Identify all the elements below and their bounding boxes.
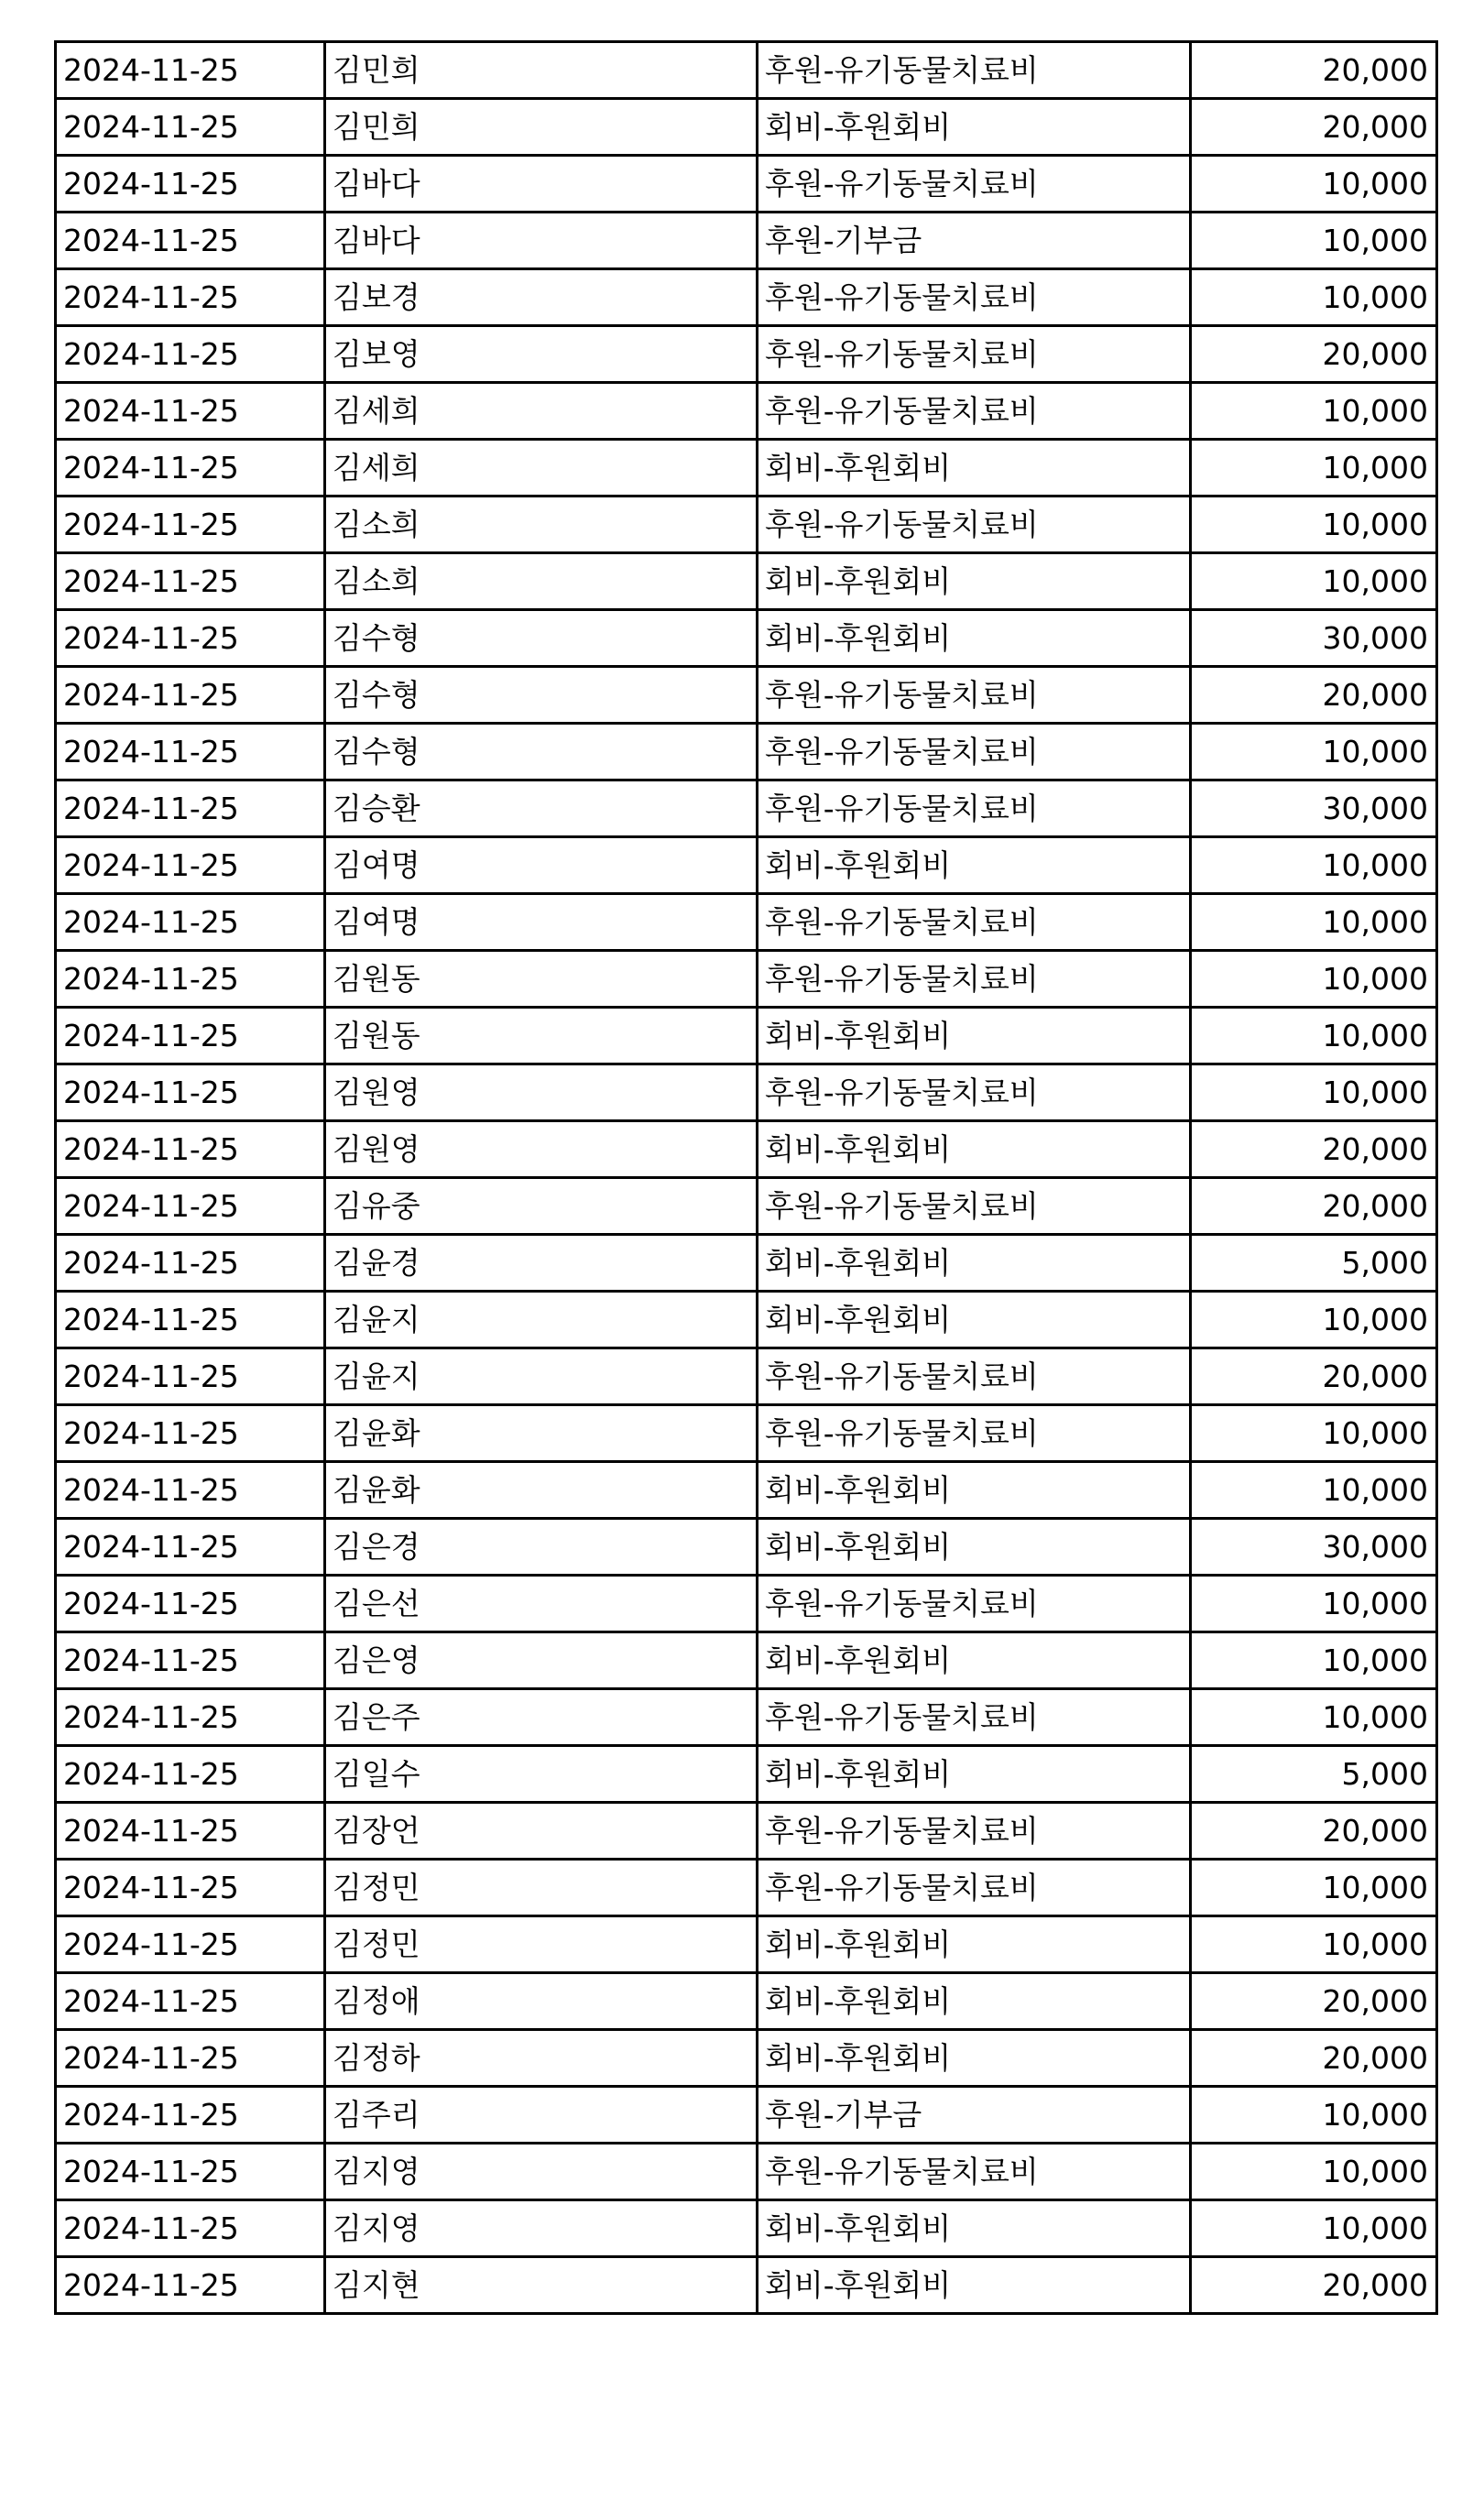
cell-amount: 10,000 [1191,269,1437,326]
cell-name: 김승환 [325,780,758,837]
cell-name: 김유중 [325,1178,758,1235]
cell-category: 회비-후원회비 [758,2030,1191,2087]
cell-category: 회비-후원회비 [758,1519,1191,1576]
table-row [56,497,1437,553]
cell-amount: 10,000 [1191,1860,1437,1916]
table-row [56,2087,1437,2144]
cell-category: 회비-후원회비 [758,1121,1191,1178]
cell-date: 2024-11-25 [56,383,325,440]
cell-date: 2024-11-25 [56,1860,325,1916]
cell-date: 2024-11-25 [56,1064,325,1121]
cell-category: 회비-후원회비 [758,440,1191,497]
cell-amount: 10,000 [1191,383,1437,440]
cell-amount: 20,000 [1191,1973,1437,2030]
cell-name: 김은주 [325,1689,758,1746]
cell-amount: 10,000 [1191,724,1437,780]
table-row [56,2144,1437,2200]
cell-date: 2024-11-25 [56,1121,325,1178]
cell-amount: 10,000 [1191,440,1437,497]
cell-name: 김여명 [325,837,758,894]
cell-category: 회비-후원회비 [758,1746,1191,1803]
table-row [56,1973,1437,2030]
cell-amount: 10,000 [1191,2144,1437,2200]
cell-date: 2024-11-25 [56,2257,325,2314]
cell-date: 2024-11-25 [56,269,325,326]
cell-category: 후원-유기동물치료비 [758,269,1191,326]
cell-amount: 10,000 [1191,1462,1437,1519]
cell-date: 2024-11-25 [56,2087,325,2144]
cell-date: 2024-11-25 [56,326,325,383]
cell-date: 2024-11-25 [56,2200,325,2257]
ledger-body [56,42,1437,2314]
cell-date: 2024-11-25 [56,1746,325,1803]
cell-amount: 10,000 [1191,2087,1437,2144]
cell-name: 김지현 [325,2257,758,2314]
cell-date: 2024-11-25 [56,156,325,213]
cell-name: 김지영 [325,2200,758,2257]
cell-category: 후원-유기동물치료비 [758,42,1191,99]
cell-category: 회비-후원회비 [758,610,1191,667]
cell-amount: 10,000 [1191,837,1437,894]
cell-amount: 10,000 [1191,213,1437,269]
cell-amount: 20,000 [1191,1178,1437,1235]
cell-amount: 5,000 [1191,1235,1437,1292]
cell-name: 김은선 [325,1576,758,1632]
table-row [56,1235,1437,1292]
cell-date: 2024-11-25 [56,1689,325,1746]
cell-name: 김윤화 [325,1405,758,1462]
cell-date: 2024-11-25 [56,1973,325,2030]
cell-name: 김윤화 [325,1462,758,1519]
cell-name: 김보경 [325,269,758,326]
cell-category: 회비-후원회비 [758,1973,1191,2030]
cell-amount: 10,000 [1191,1916,1437,1973]
cell-category: 후원-유기동물치료비 [758,780,1191,837]
cell-amount: 20,000 [1191,326,1437,383]
cell-category: 회비-후원회비 [758,1916,1191,1973]
cell-name: 김수형 [325,724,758,780]
cell-category: 회비-후원회비 [758,1462,1191,1519]
cell-date: 2024-11-25 [56,724,325,780]
table-row [56,724,1437,780]
cell-date: 2024-11-25 [56,837,325,894]
table-row [56,1405,1437,1462]
cell-date: 2024-11-25 [56,440,325,497]
cell-category: 후원-유기동물치료비 [758,2144,1191,2200]
table-row [56,1462,1437,1519]
cell-amount: 20,000 [1191,99,1437,156]
table-row [56,1292,1437,1348]
cell-date: 2024-11-25 [56,1178,325,1235]
table-row [56,1121,1437,1178]
cell-date: 2024-11-25 [56,1576,325,1632]
cell-category: 후원-기부금 [758,2087,1191,2144]
cell-name: 김세희 [325,440,758,497]
cell-amount: 30,000 [1191,1519,1437,1576]
cell-category: 회비-후원회비 [758,553,1191,610]
cell-category: 회비-후원회비 [758,837,1191,894]
table-row [56,1746,1437,1803]
cell-category: 후원-유기동물치료비 [758,1178,1191,1235]
table-row [56,440,1437,497]
cell-category: 후원-유기동물치료비 [758,1348,1191,1405]
table-row [56,780,1437,837]
cell-date: 2024-11-25 [56,667,325,724]
cell-name: 김보영 [325,326,758,383]
cell-amount: 10,000 [1191,156,1437,213]
cell-category: 후원-유기동물치료비 [758,1860,1191,1916]
table-row [56,1576,1437,1632]
cell-date: 2024-11-25 [56,2030,325,2087]
cell-amount: 20,000 [1191,667,1437,724]
cell-category: 후원-유기동물치료비 [758,1405,1191,1462]
cell-name: 김윤경 [325,1235,758,1292]
cell-date: 2024-11-25 [56,1519,325,1576]
cell-amount: 10,000 [1191,894,1437,951]
cell-name: 김민희 [325,99,758,156]
table-row [56,1178,1437,1235]
cell-name: 김윤지 [325,1292,758,1348]
cell-category: 회비-후원회비 [758,1235,1191,1292]
cell-amount: 10,000 [1191,1405,1437,1462]
table-row [56,326,1437,383]
cell-category: 회비-후원회비 [758,99,1191,156]
cell-name: 김민희 [325,42,758,99]
cell-category: 후원-유기동물치료비 [758,1803,1191,1860]
cell-amount: 10,000 [1191,1292,1437,1348]
cell-name: 김원동 [325,1008,758,1064]
cell-date: 2024-11-25 [56,1803,325,1860]
cell-date: 2024-11-25 [56,1292,325,1348]
cell-amount: 30,000 [1191,780,1437,837]
cell-date: 2024-11-25 [56,1632,325,1689]
cell-name: 김정하 [325,2030,758,2087]
cell-date: 2024-11-25 [56,1348,325,1405]
cell-category: 회비-후원회비 [758,2200,1191,2257]
table-row [56,1916,1437,1973]
cell-name: 김은경 [325,1519,758,1576]
cell-category: 후원-유기동물치료비 [758,1576,1191,1632]
cell-name: 김주리 [325,2087,758,2144]
cell-name: 김수형 [325,610,758,667]
table-row [56,2030,1437,2087]
cell-date: 2024-11-25 [56,99,325,156]
cell-date: 2024-11-25 [56,497,325,553]
table-row [56,42,1437,99]
cell-name: 김원영 [325,1121,758,1178]
cell-category: 회비-후원회비 [758,1292,1191,1348]
cell-name: 김정민 [325,1860,758,1916]
table-row [56,1008,1437,1064]
cell-amount: 20,000 [1191,42,1437,99]
table-row [56,2200,1437,2257]
cell-amount: 20,000 [1191,1803,1437,1860]
cell-date: 2024-11-25 [56,553,325,610]
cell-name: 김윤지 [325,1348,758,1405]
cell-date: 2024-11-25 [56,1462,325,1519]
cell-amount: 20,000 [1191,2030,1437,2087]
table-row [56,1803,1437,1860]
cell-amount: 10,000 [1191,1689,1437,1746]
cell-category: 회비-후원회비 [758,1632,1191,1689]
cell-amount: 10,000 [1191,951,1437,1008]
cell-date: 2024-11-25 [56,780,325,837]
cell-date: 2024-11-25 [56,2144,325,2200]
table-row [56,383,1437,440]
cell-amount: 10,000 [1191,553,1437,610]
cell-name: 김원동 [325,951,758,1008]
cell-category: 후원-유기동물치료비 [758,497,1191,553]
table-row [56,1689,1437,1746]
cell-name: 김정민 [325,1916,758,1973]
cell-name: 김수형 [325,667,758,724]
cell-date: 2024-11-25 [56,1008,325,1064]
cell-amount: 10,000 [1191,1632,1437,1689]
cell-name: 김일수 [325,1746,758,1803]
table-row [56,1348,1437,1405]
cell-date: 2024-11-25 [56,1235,325,1292]
cell-name: 김장언 [325,1803,758,1860]
table-row [56,1860,1437,1916]
cell-category: 후원-유기동물치료비 [758,951,1191,1008]
cell-amount: 20,000 [1191,1121,1437,1178]
cell-date: 2024-11-25 [56,610,325,667]
cell-date: 2024-11-25 [56,42,325,99]
cell-date: 2024-11-25 [56,951,325,1008]
table-row [56,610,1437,667]
cell-amount: 10,000 [1191,497,1437,553]
table-row [56,951,1437,1008]
cell-name: 김지영 [325,2144,758,2200]
cell-date: 2024-11-25 [56,213,325,269]
table-row [56,213,1437,269]
cell-category: 후원-유기동물치료비 [758,326,1191,383]
cell-name: 김소희 [325,497,758,553]
table-row [56,1064,1437,1121]
cell-name: 김정애 [325,1973,758,2030]
cell-name: 김은영 [325,1632,758,1689]
table-row [56,156,1437,213]
cell-amount: 30,000 [1191,610,1437,667]
cell-name: 김바다 [325,156,758,213]
cell-amount: 10,000 [1191,1008,1437,1064]
table-row [56,1632,1437,1689]
cell-category: 후원-기부금 [758,213,1191,269]
cell-category: 후원-유기동물치료비 [758,724,1191,780]
cell-category: 후원-유기동물치료비 [758,894,1191,951]
cell-category: 후원-유기동물치료비 [758,1689,1191,1746]
cell-name: 김원영 [325,1064,758,1121]
cell-amount: 20,000 [1191,1348,1437,1405]
cell-category: 후원-유기동물치료비 [758,1064,1191,1121]
cell-amount: 5,000 [1191,1746,1437,1803]
cell-date: 2024-11-25 [56,894,325,951]
cell-amount: 20,000 [1191,2257,1437,2314]
table-row [56,837,1437,894]
cell-name: 김여명 [325,894,758,951]
table-row [56,553,1437,610]
cell-amount: 10,000 [1191,1064,1437,1121]
donation-ledger-table [54,40,1438,2315]
table-row [56,667,1437,724]
cell-category: 후원-유기동물치료비 [758,667,1191,724]
cell-category: 회비-후원회비 [758,1008,1191,1064]
table-row [56,2257,1437,2314]
cell-name: 김바다 [325,213,758,269]
table-row [56,894,1437,951]
cell-category: 후원-유기동물치료비 [758,383,1191,440]
cell-date: 2024-11-25 [56,1916,325,1973]
cell-amount: 10,000 [1191,2200,1437,2257]
cell-category: 회비-후원회비 [758,2257,1191,2314]
cell-name: 김소희 [325,553,758,610]
cell-date: 2024-11-25 [56,1405,325,1462]
cell-amount: 10,000 [1191,1576,1437,1632]
table-row [56,269,1437,326]
table-row [56,99,1437,156]
cell-name: 김세희 [325,383,758,440]
table-row [56,1519,1437,1576]
cell-category: 후원-유기동물치료비 [758,156,1191,213]
